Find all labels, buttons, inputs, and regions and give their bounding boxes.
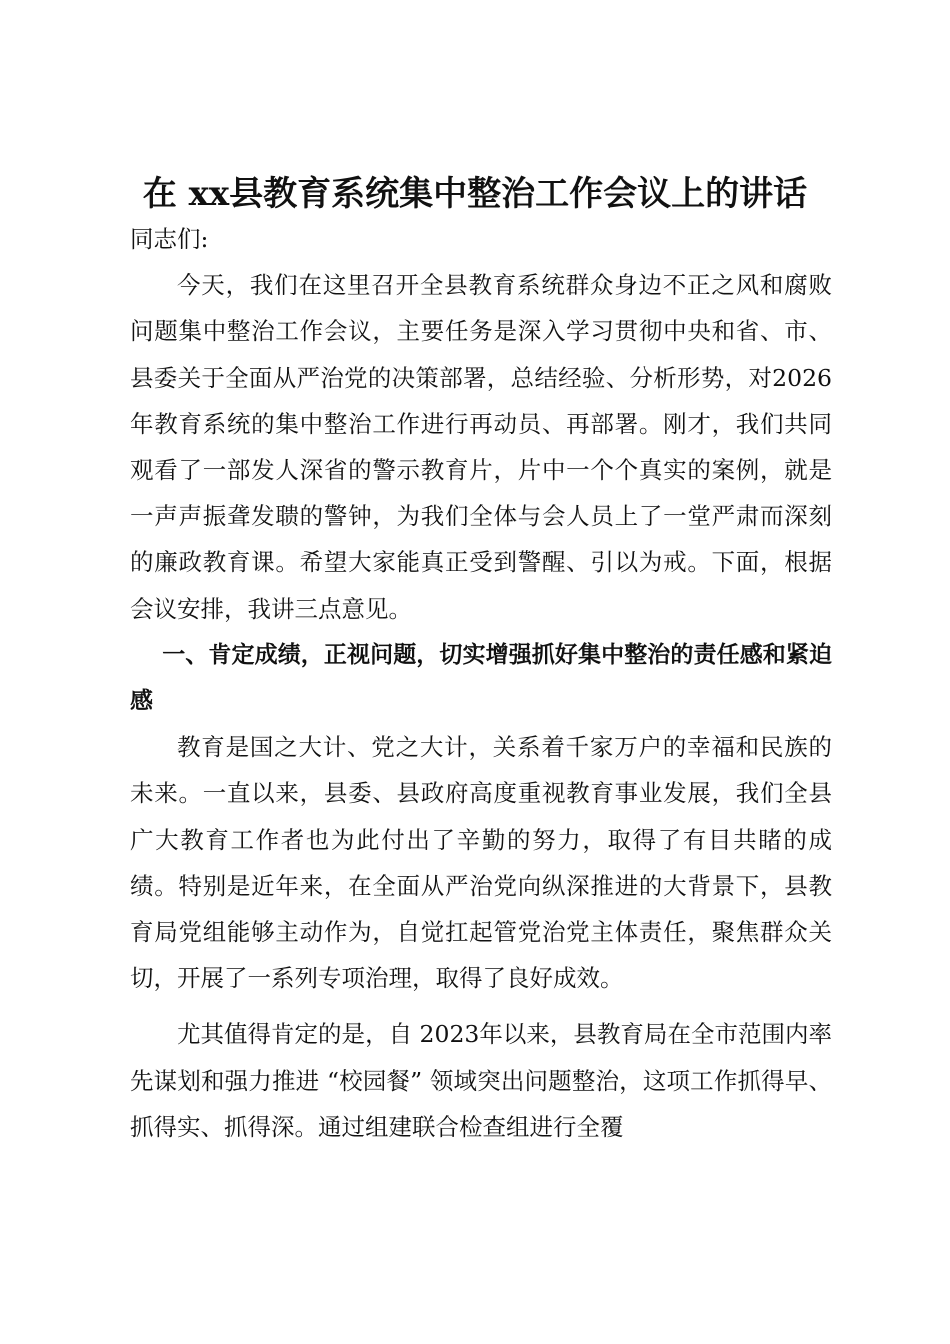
paragraph-school-meals: 尤其值得肯定的是，自 2023年以来，县教育局在全市范围内率先谋划和强力推进 “校园餐” 领域突出问题整治，这项工作抓得早、抓得实、抓得深。通过组建联合检查组进行全覆 xyxy=(130,1020,832,1141)
paragraph-achievements: 教育是国之大计、党之大计，关系着千家万户的幸福和民族的未来。一直以来，县委、县政府高度重视教育事业发展，我们全县广大教育工作者也为此付出了辛勤的努力，取得了有目共睹的成绩。特别是近年来，在全面从严治党向纵深推进的大背景下，县教育局党组能够主动作为，自觉扛起管党治党主体责任，聚焦群众关切，开展了一系列专项治理，取得了良好成效。 xyxy=(130,733,832,993)
section-heading-1: 一、肯定成绩，正视问题，切实增强抓好集中整治的责任感和紧迫感 xyxy=(130,641,832,715)
greeting: 同志们: xyxy=(130,225,209,253)
paragraph-intro: 今天，我们在这里召开全县教育系统群众身边不正之风和腐败问题集中整治工作会议，主要任务是深入学习贯彻中央和省、市、县委关于全面从严治党的决策部署，总结经验、分析形势，对2026年教育系统的集中整治工作进行再动员、再部署。刚才，我们共同观看了一部发人深省的警示教育片，片中一个个真实的案例，就是一声声振聋发聩的警钟，为我们全体与会人员上了一堂严肃而深刻的廉政教育课。希望大家能真正受到警醒、引以为戒。下面，根据会议安排，我讲三点意见。 xyxy=(130,271,832,623)
document-body xyxy=(130,216,832,1150)
document-title: 在 xx县教育系统集中整治工作会议上的讲话 xyxy=(142,174,808,214)
